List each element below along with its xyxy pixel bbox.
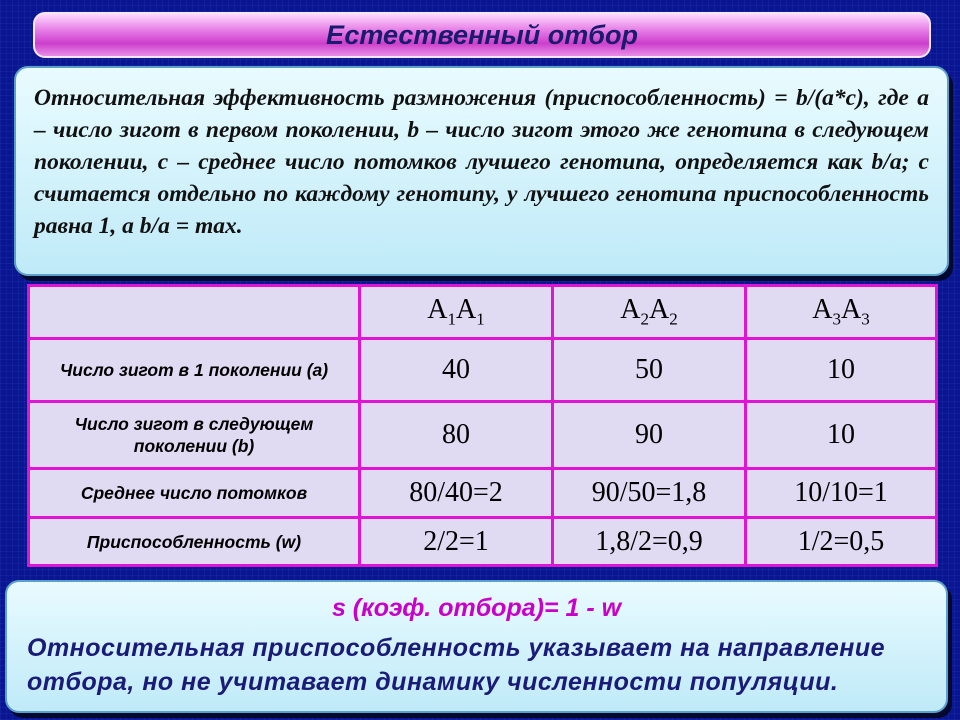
table-cell: 1/2=0,5 <box>746 518 937 566</box>
table-cell: 10 <box>746 402 937 469</box>
genotype-table <box>27 284 938 567</box>
page-title: Естественный отбор <box>326 19 638 50</box>
table-cell: 10/10=1 <box>746 469 937 518</box>
description-box <box>14 66 949 276</box>
table-row <box>29 402 937 469</box>
table-cell: 90/50=1,8 <box>553 469 746 518</box>
description-text: Относительная эффективность размножения (приспособленность) = b/(a*c), где а – число зигот в первом поколении, b – число зигот этого же генотипа в следующем поколении, с – среднее число потомков лучшего генотипа, определяется как b/a; с считается отдельно по каждому генотипу, у лучшего генотипа приспособленность равна 1, а b/a = max. <box>34 85 929 239</box>
conclusion-box <box>5 580 948 713</box>
table-cell: 50 <box>553 339 746 402</box>
header-genotype-a3a3: $A_3A_3$ <box>746 286 937 339</box>
table-cell: 40 <box>360 339 553 402</box>
table-row <box>29 339 937 402</box>
table-cell: 90 <box>553 402 746 469</box>
row-label: Число зигот в следующем поколении (b) <box>29 402 360 469</box>
table-cell: 2/2=1 <box>360 518 553 566</box>
conclusion-text: Относительная приспособленность указывает на направление отбора, но не учитавает динамику численности популяции. <box>27 634 886 696</box>
table-cell: 80/40=2 <box>360 469 553 518</box>
title-bar <box>33 12 931 58</box>
header-empty-cell <box>29 286 360 339</box>
table-row <box>29 469 937 518</box>
table-cell: 1,8/2=0,9 <box>553 518 746 566</box>
header-genotype-a2a2: $A_2A_2$ <box>553 286 746 339</box>
table-cell: 10 <box>746 339 937 402</box>
table-header-row <box>29 286 937 339</box>
row-label: Число зигот в 1 поколении (a) <box>29 339 360 402</box>
selection-coefficient-formula: s (коэф. отбора)= 1 - w <box>331 594 622 622</box>
header-genotype-a1a1: $A_1A_1$ <box>360 286 553 339</box>
genotype-table-wrapper <box>27 284 935 567</box>
row-label: Среднее число потомков <box>29 469 360 518</box>
table-cell: 80 <box>360 402 553 469</box>
row-label: Приспособленность (w) <box>29 518 360 566</box>
table-row <box>29 518 937 566</box>
